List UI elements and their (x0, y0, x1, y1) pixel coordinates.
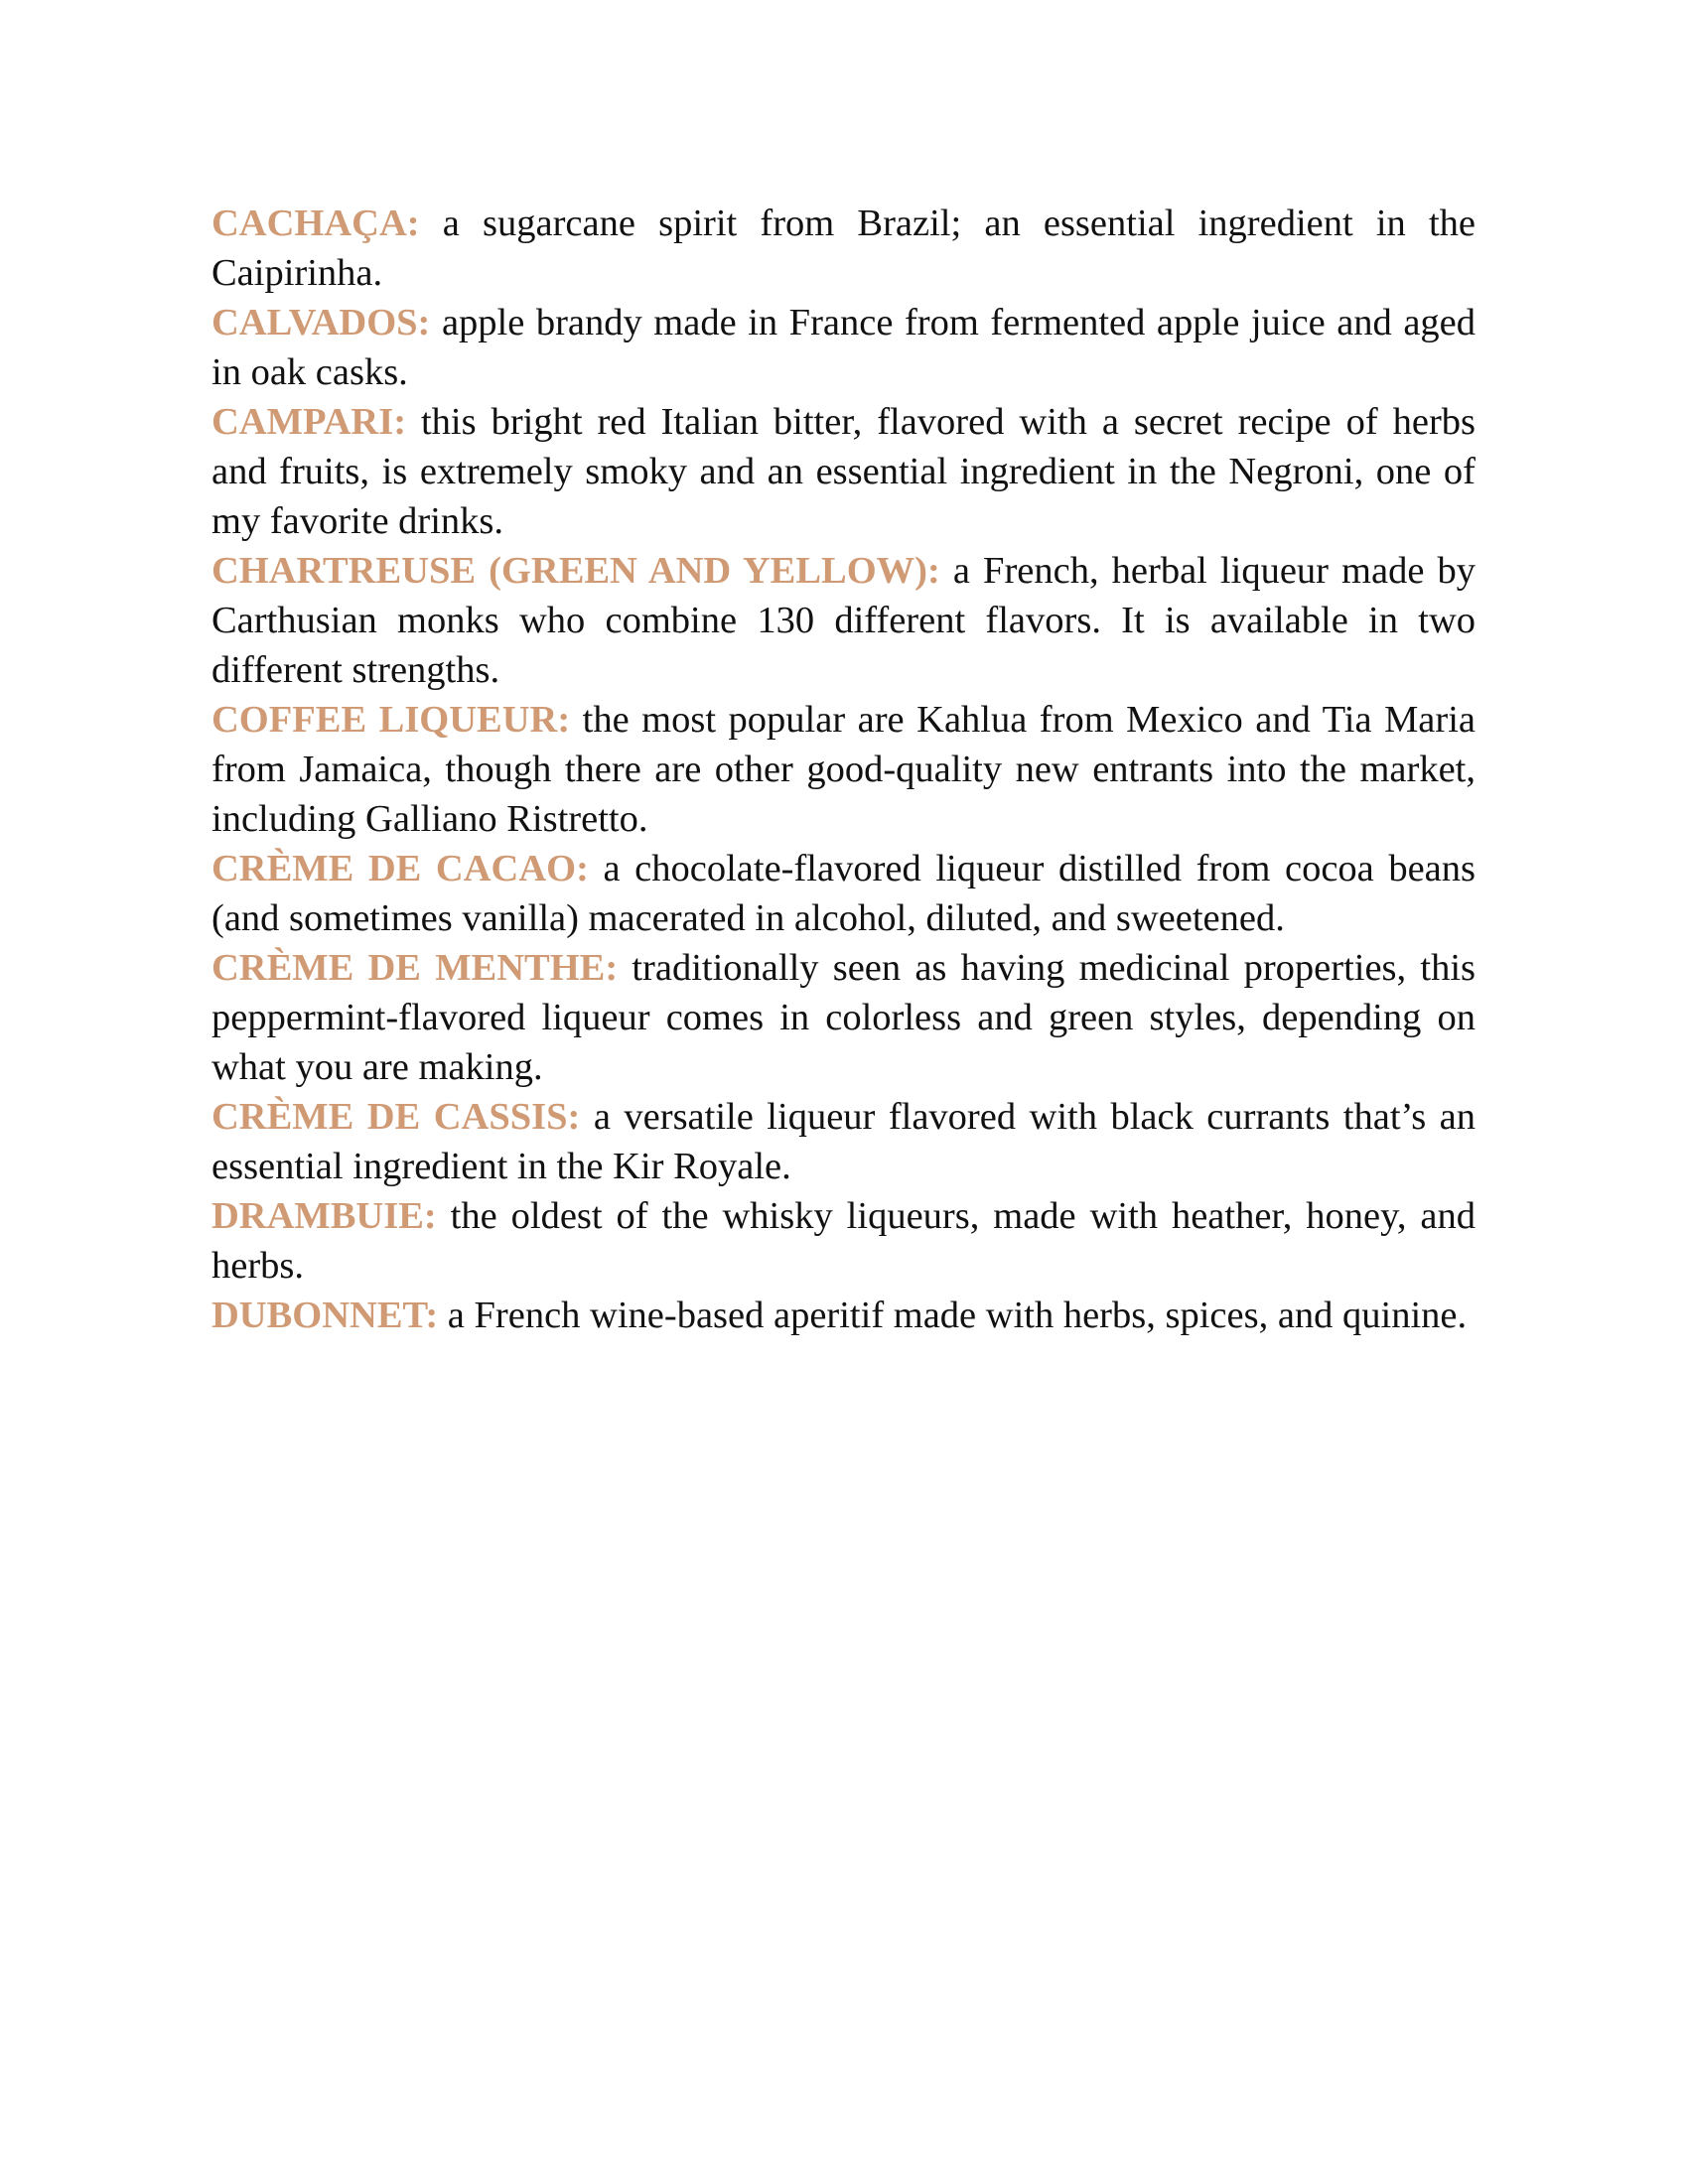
glossary-entry-campari (211, 397, 1476, 546)
entry-definition: traditionally seen as having medicinal properties, this peppermint-flavored liqueur comes in colorless and green styles, depending on what you are making. (211, 947, 1476, 1088)
entry-term: CHARTREUSE (GREEN AND YELLOW): (211, 550, 940, 592)
glossary-entry-coffee-liqueur (211, 695, 1476, 844)
glossary-entry-chartreuse (211, 546, 1476, 695)
entry-term: CACHAÇA: (211, 203, 420, 244)
glossary-entry-drambuie (211, 1191, 1476, 1291)
glossary-entry-creme-de-menthe (211, 943, 1476, 1092)
glossary-entry-dubonnet (211, 1291, 1476, 1340)
entry-definition: a versatile liqueur flavored with black currants that’s an essential ingredient in the Kir Royale. (211, 1096, 1476, 1187)
entry-definition: apple brandy made in France from fermented apple juice and aged in oak casks. (211, 302, 1476, 393)
glossary-entry-cachaca (211, 199, 1476, 298)
entry-definition: a sugarcane spirit from Brazil; an essential ingredient in the Caipirinha. (211, 203, 1477, 294)
entry-term: DUBONNET: (211, 1295, 439, 1336)
entry-term: COFFEE LIQUEUR: (211, 699, 571, 741)
entry-term: CALVADOS: (211, 302, 431, 343)
entry-term: CRÈME DE CASSIS: (211, 1096, 581, 1138)
glossary-entry-creme-de-cacao (211, 844, 1476, 943)
entry-term: CRÈME DE CACAO: (211, 848, 589, 889)
glossary-page (211, 199, 1476, 1340)
entry-definition: this bright red Italian bitter, flavored with a secret recipe of herbs and fruits, is extremely smoky and an essential ingredient in the Negroni, one of my favorite drinks. (211, 401, 1477, 542)
entry-term: CRÈME DE MENTHE: (211, 947, 619, 989)
entry-term: CAMPARI: (211, 401, 407, 443)
entry-definition: the most popular are Kahlua from Mexico and Tia Maria from Jamaica, though there are other good-quality new entrants into the market, including Galliano Ristretto. (211, 699, 1476, 840)
glossary-entry-calvados (211, 298, 1476, 397)
entry-definition: a French wine-based aperitif made with herbs, spices, and quinine. (447, 1295, 1468, 1336)
entry-definition: a chocolate-flavored liqueur distilled from cocoa beans (and sometimes vanilla) macerated in alcohol, diluted, and sweetened. (211, 848, 1476, 939)
glossary-entry-creme-de-cassis (211, 1092, 1476, 1191)
entry-definition: the oldest of the whisky liqueurs, made with heather, honey, and herbs. (211, 1195, 1476, 1287)
entry-term: DRAMBUIE: (211, 1195, 437, 1237)
entry-definition: a French, herbal liqueur made by Carthusian monks who combine 130 different flavors. It is available in two different strengths. (211, 550, 1476, 691)
